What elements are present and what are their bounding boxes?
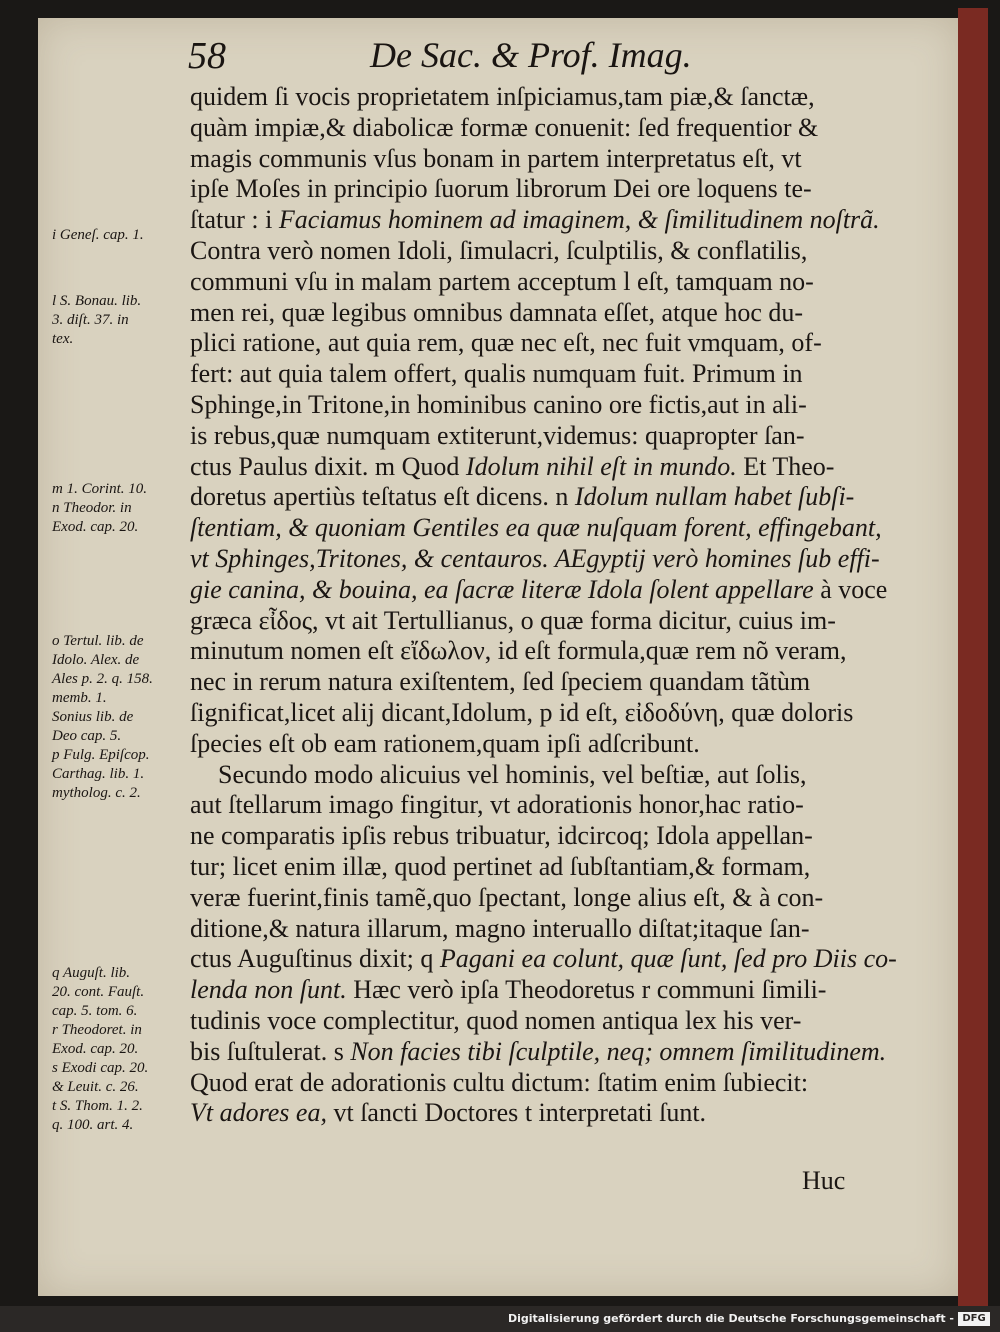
text-segment: Idolum nihil eſt in mundo.: [465, 451, 737, 481]
text-segment: men rei, quæ legibus omnibus damnata eſſet, atque hoc du-: [190, 297, 804, 327]
text-line: [190, 698, 870, 729]
text-segment: Sphinge,in Tritone,in hominibus canino ore fictis,aut in ali-: [190, 389, 807, 419]
marginal-note-line: memb. 1.: [52, 690, 107, 706]
text-segment: lenda non ſunt.: [190, 975, 347, 1005]
text-line: [190, 421, 870, 452]
text-line: [190, 1098, 870, 1129]
running-title: De Sac. & Prof. Imag.: [370, 35, 692, 75]
text-line: [190, 914, 870, 945]
text-line: [190, 1068, 870, 1099]
marginal-note-line: & Leuit. c. 26.: [52, 1079, 139, 1095]
text-segment: ſtatur :: [190, 205, 266, 235]
text-line: [190, 636, 870, 667]
text-segment: à voce: [813, 574, 888, 604]
text-segment: Idolum nullam habet ſubſi-: [568, 482, 855, 512]
text-segment: is rebus,quæ numquam extiterunt,videmus: quapropter ſan-: [190, 420, 805, 450]
text-segment: Non facies tibi ſculptile, neq; omnem ſimilitudinem.: [343, 1036, 887, 1066]
marginal-note-line: Ales p. 2. q. 158.: [52, 671, 153, 687]
marginal-note-line: 20. cont. Fauſt.: [52, 984, 145, 1000]
dfg-logo: DFG: [958, 1312, 990, 1326]
catchword: Huc: [802, 1166, 846, 1195]
text-segment: Quod erat de adorationis cultu dictum: ſtatim enim ſubiecit:: [190, 1067, 809, 1097]
page-number: 58: [188, 35, 226, 77]
marginal-note-line: Sonius lib. de: [52, 709, 134, 725]
text-line: [190, 113, 870, 144]
text-segment: veræ fuerint,finis tamẽ,quo ſpectant, longe alius eſt, & à con-: [190, 882, 824, 912]
text-segment: vt ſancti Doctores: [326, 1098, 525, 1128]
marginal-note-q-t: [52, 964, 202, 1135]
footer-bar: [0, 1306, 1000, 1332]
text-line: [190, 144, 870, 175]
text-segment: bis ſuſtulerat.: [190, 1036, 334, 1066]
text-line: [190, 606, 870, 637]
text-line: [190, 174, 870, 205]
text-line: [190, 482, 870, 513]
marginal-note-i: [52, 226, 202, 245]
marginal-note-line: Deo cap. 5.: [52, 728, 122, 744]
text-segment: magis communis vſus bonam in partem interpretatus eſt, vt: [190, 143, 802, 173]
marginal-note-line: n Theodor. in: [52, 500, 132, 516]
text-line: [190, 975, 870, 1006]
text-segment: plici ratione, aut quia rem, quæ nec eſt, nec fuit vmquam, of-: [190, 328, 822, 358]
text-line: [190, 543, 880, 575]
text-segment: id eſt, εἰδοδύνη, quæ doloris: [552, 697, 854, 727]
text-line: [190, 205, 880, 236]
text-segment: ſignificat,licet alij dicant,Idolum,: [190, 697, 540, 727]
marginal-note-line: Exod. cap. 20.: [52, 519, 139, 535]
text-line: [190, 513, 882, 544]
text-segment: m: [374, 451, 396, 481]
page-edge: [958, 8, 988, 1306]
marginal-note-line: mytholog. c. 2.: [52, 785, 141, 801]
text-line: [190, 944, 897, 975]
text-segment: Contra verò nomen Idoli, ſimulacri, ſculptilis, & conflatilis,: [190, 235, 808, 265]
text-line: [190, 1036, 887, 1068]
text-segment: vt Sphinges,Tritones, & centauros. AEgyptij verò homines ſub effi-: [190, 543, 880, 573]
text-segment: aut ſtellarum imago fingitur, vt adorationis honor,hac ratio-: [190, 790, 804, 820]
marginal-note-o-p: [52, 632, 202, 803]
marginal-note-line: q Auguſt. lib.: [52, 965, 131, 981]
text-line: [190, 883, 870, 914]
text-segment: communi ſimili-: [650, 975, 827, 1005]
marginal-note-line: l S. Bonau. lib.: [52, 293, 142, 309]
marginal-note-line: p Fulg. Epiſcop.: [52, 747, 150, 763]
marginal-note-m-n: [52, 480, 202, 537]
text-segment: quàm impiæ,& diabolicæ formæ conuenit: ſed frequentior &: [190, 112, 819, 142]
text-segment: ne comparatis ipſis rebus tribuatur, idcircoq; Idola appellan-: [190, 821, 813, 851]
text-segment: Hæc verò ipſa Theodoretus: [346, 975, 642, 1005]
text-line: [190, 82, 870, 113]
text-segment: ſpecies eſt ob eam rationem,quam ipſi adſcribunt.: [190, 728, 700, 758]
text-segment: Pagani ea colunt, quæ ſunt, ſed pro Diis co-: [433, 944, 897, 974]
text-segment: ditione,& natura illarum, magno interuallo diſtat;itaque ſan-: [190, 913, 810, 943]
digitization-credit: Digitalisierung gefördert durch die Deutsche Forschungsgemeinschaft -: [507, 1312, 954, 1325]
text-line: [190, 790, 870, 821]
marginal-note-line: Idolo. Alex. de: [52, 652, 140, 668]
text-line: [190, 760, 870, 791]
text-segment: l: [623, 266, 631, 296]
marginal-note-line: r Theodoret. in: [52, 1022, 142, 1038]
text-line: [190, 298, 870, 329]
marginal-note-line: o Tertul. lib. de: [52, 633, 144, 649]
text-segment: p: [539, 697, 553, 727]
text-segment: o: [520, 605, 534, 635]
text-segment: tudinis voce complectitur, quod nomen antiqua lex his ver-: [190, 1005, 802, 1035]
marginal-note-line: Carthag. lib. 1.: [52, 766, 145, 782]
text-segment: doretus apertiùs teſtatus eſt dicens.: [190, 482, 556, 512]
text-segment: quidem ſi vocis proprietatem inſpiciamus,tam piæ,& ſanctæ,: [190, 82, 815, 111]
text-segment: ſtentiam, & quoniam Gentiles ea quæ nuſquam forent, effingebant,: [190, 513, 882, 543]
text-segment: q: [420, 944, 434, 974]
text-segment: ipſe Moſes in principio ſuorum librorum Dei ore loquens te-: [190, 174, 812, 204]
marginal-note-line: 3. diſt. 37. in: [52, 312, 129, 328]
text-segment: quæ forma dicitur, cuius im-: [533, 605, 836, 635]
text-segment: Vt adores ea,: [190, 1098, 327, 1128]
marginal-note-line: s Exodi cap. 20.: [52, 1060, 149, 1076]
text-line: [190, 452, 870, 483]
text-segment: interpretati ſunt.: [532, 1098, 707, 1128]
text-segment: i: [265, 205, 273, 235]
text-segment: Faciamus hominem ad imaginem, & ſimilitudinem noſtrã.: [272, 205, 880, 235]
marginal-note-line: q. 100. art. 4.: [52, 1117, 134, 1133]
text-segment: Secundo modo alicuius vel hominis, vel beſtiæ, aut ſolis,: [218, 759, 807, 789]
text-line: [190, 267, 870, 298]
text-segment: gie canina, & bouina, ea ſacræ literæ Idola ſolent appellare: [190, 574, 814, 604]
text-line: [190, 574, 888, 606]
text-line: [190, 821, 870, 852]
text-line: [190, 667, 870, 698]
body-text: [190, 82, 897, 1129]
marginal-note-l: [52, 292, 202, 349]
text-line: [190, 236, 870, 267]
text-line: [190, 390, 870, 421]
text-line: [190, 729, 870, 760]
marginal-note-line: i Geneſ. cap. 1.: [52, 227, 144, 243]
marginal-note-line: t S. Thom. 1. 2.: [52, 1098, 143, 1114]
text-segment: n: [555, 482, 569, 512]
marginal-note-line: Exod. cap. 20.: [52, 1041, 139, 1057]
text-segment: Et Theo-: [736, 451, 835, 481]
text-segment: Quod: [395, 451, 466, 481]
text-segment: ctus Paulus dixit.: [190, 451, 375, 481]
text-segment: tur; licet enim illæ, quod pertinet ad ſubſtantiam,& formam,: [190, 851, 811, 881]
text-segment: t: [524, 1098, 533, 1128]
text-line: [190, 852, 870, 883]
text-segment: ctus Auguſtinus dixit;: [190, 944, 421, 974]
text-segment: græca εἶδος, vt ait Tertullianus,: [190, 605, 521, 635]
text-segment: communi vſu in malam partem acceptum: [190, 266, 624, 296]
text-line: [190, 328, 870, 359]
text-segment: minutum nomen eſt εἴδωλον, id eſt formula,quæ rem nõ veram,: [190, 636, 847, 666]
text-segment: fert: aut quia talem offert, qualis numquam fuit. Primum in: [190, 359, 803, 389]
marginal-note-line: m 1. Corint. 10.: [52, 481, 148, 497]
text-line: [190, 1006, 870, 1037]
text-segment: r: [641, 975, 651, 1005]
text-segment: eſt, tamquam no-: [630, 266, 814, 296]
text-segment: s: [333, 1036, 344, 1066]
text-segment: nec in rerum natura exiſtentem, ſed ſpeciem quandam tãtùm: [190, 667, 811, 697]
marginal-note-line: cap. 5. tom. 6.: [52, 1003, 138, 1019]
text-line: [190, 359, 870, 390]
marginal-note-line: tex.: [52, 331, 74, 347]
